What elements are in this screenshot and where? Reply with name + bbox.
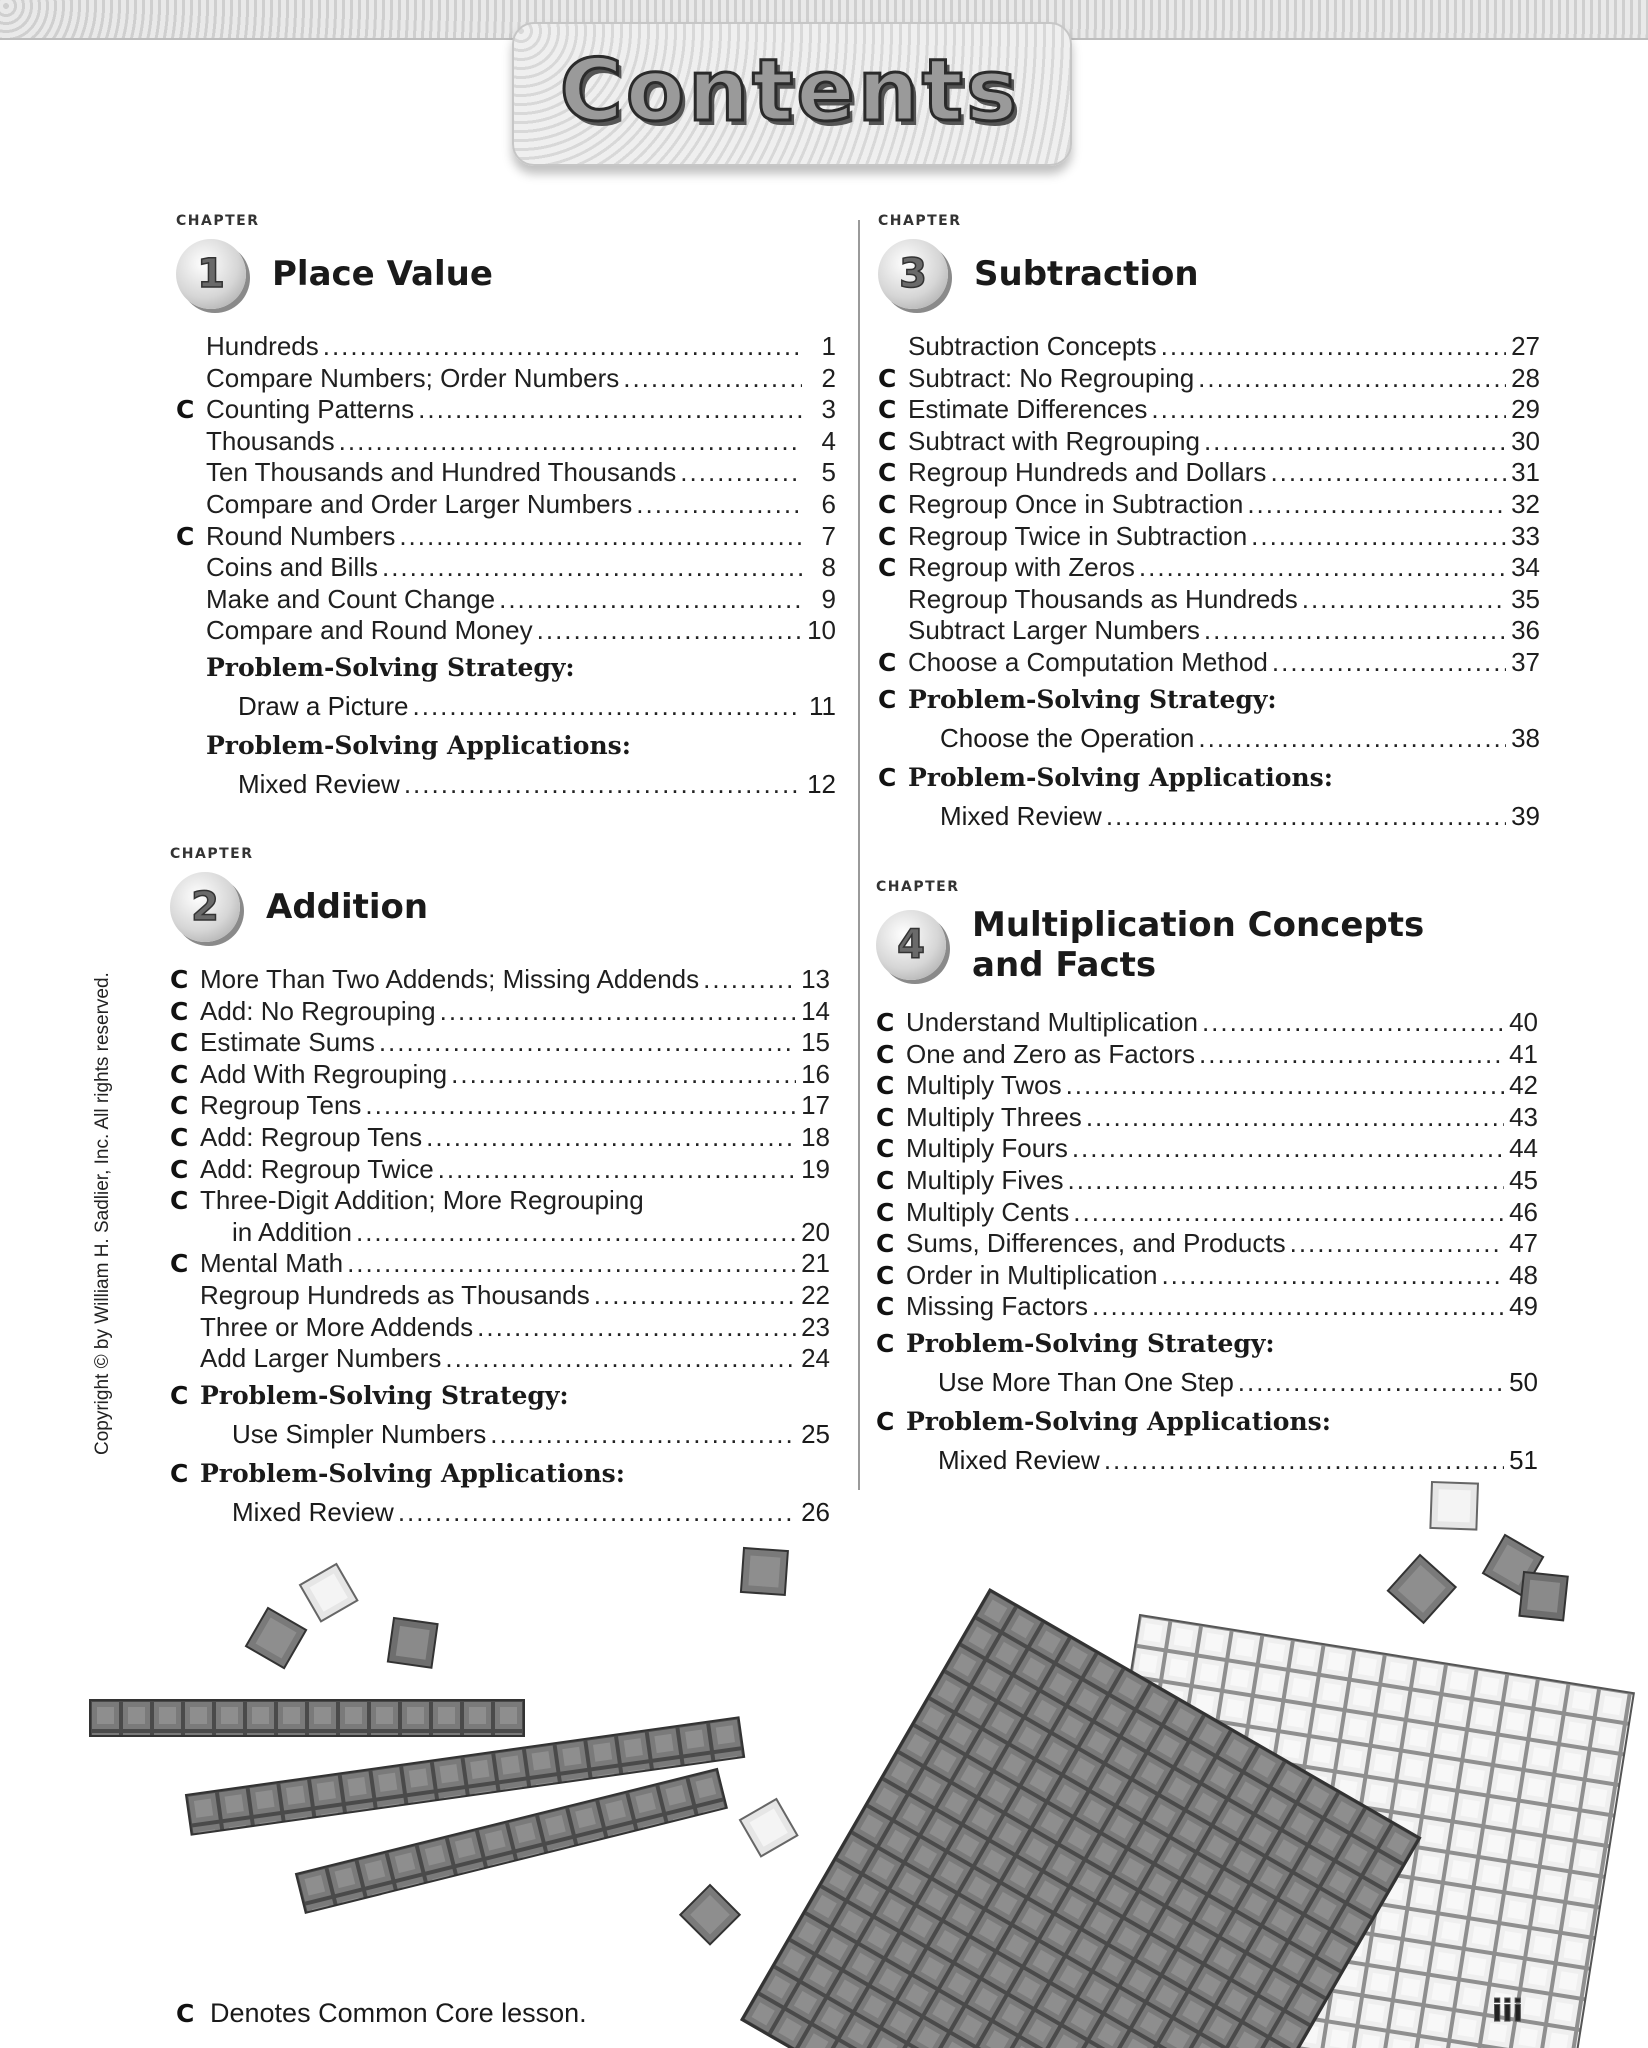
chapter-label: CHAPTER (876, 879, 960, 895)
lesson-title: Subtract Larger Numbers (908, 615, 1200, 646)
lesson-page: 28 (1511, 362, 1540, 393)
common-core-icon: C (176, 1999, 195, 2028)
lesson-title: Hundreds (206, 331, 319, 361)
lesson-page: 3 (821, 394, 836, 425)
lesson-page: 9 (821, 583, 836, 614)
common-core-icon: C (170, 1091, 189, 1121)
common-core-icon: C (170, 1059, 189, 1089)
lesson-title: Three or More Addends (200, 1311, 474, 1342)
lesson-title: Add: Regroup Tens (200, 1121, 423, 1152)
common-core-icon: C (878, 684, 897, 714)
lesson-page: 7 (821, 520, 836, 551)
lesson-title: Compare and Round Money (206, 615, 533, 646)
lesson-title: Add With Regrouping (200, 1058, 448, 1089)
legend-text: Denotes Common Core lesson. (210, 1998, 587, 2028)
unit-cube (741, 1548, 788, 1595)
lesson-title: Add Larger Numbers (200, 1343, 442, 1374)
lesson-title: Round Numbers (206, 520, 396, 551)
copyright-notice: Copyright © by William H. Sadlier, Inc. All rights reserved. (92, 972, 113, 1455)
lesson-page: 45 (1509, 1164, 1538, 1195)
lesson-page: 21 (801, 1248, 830, 1279)
lesson-page: 13 (801, 964, 830, 994)
lesson-title: Mental Math (200, 1248, 344, 1279)
unit-cube (388, 1618, 438, 1668)
lesson-title: Compare Numbers; Order Numbers (206, 362, 620, 393)
lesson-title: Multiply Cents (906, 1196, 1070, 1227)
lesson-page: 37 (1511, 646, 1540, 677)
lesson-title: Regroup Once in Subtraction (908, 488, 1244, 519)
lesson-title: Missing Factors (906, 1291, 1089, 1322)
chapter-number-badge: 1 (176, 239, 246, 309)
common-core-icon: C (878, 553, 897, 583)
lesson-page: 50 (1509, 1366, 1538, 1397)
lesson-page: 2 (821, 362, 836, 393)
common-core-icon: C (876, 1071, 895, 1101)
common-core-icon: C (876, 1165, 895, 1195)
lesson-page: 47 (1509, 1228, 1538, 1259)
unit-cube (300, 1564, 357, 1621)
lesson-page: 33 (1511, 520, 1540, 551)
lesson-page: 16 (801, 1058, 830, 1089)
unit-cube (1388, 1555, 1456, 1623)
lesson-title: Multiply Fours (906, 1133, 1068, 1164)
chapter-number-badge: 4 (876, 910, 946, 980)
lesson-page: 48 (1509, 1259, 1538, 1290)
page-number: iii (1492, 1994, 1523, 2029)
lesson-page: 4 (821, 425, 836, 456)
chapter-label: CHAPTER (878, 213, 962, 229)
lesson-title: Ten Thousands and Hundred Thousands (206, 457, 677, 488)
common-core-icon: C (876, 1008, 895, 1037)
lesson-title: Regroup Thousands as Hundreds (908, 583, 1298, 614)
tens-rod-1 (90, 1700, 524, 1736)
lesson-page: 38 (1511, 722, 1540, 753)
common-core-icon: C (170, 1122, 189, 1152)
common-core-icon: C (170, 996, 189, 1026)
lesson-page: 8 (821, 552, 836, 583)
lesson-title: Choose a Computation Method (908, 646, 1268, 677)
common-core-icon: C (876, 1134, 895, 1164)
common-core-icon: C (878, 395, 897, 425)
common-core-icon: C (176, 395, 195, 425)
common-core-icon: C (876, 1406, 895, 1436)
lesson-page: 23 (801, 1311, 830, 1342)
chapter-label: CHAPTER (170, 846, 254, 862)
chapter-title-line: Place Value (272, 254, 493, 294)
lesson-title: Regroup with Zeros (908, 552, 1135, 583)
common-core-icon: C (170, 1249, 189, 1279)
lesson-title: Estimate Differences (908, 394, 1148, 425)
chapter-label: CHAPTER (176, 213, 260, 229)
common-core-icon: C (876, 1260, 895, 1290)
lesson-page: 41 (1509, 1038, 1538, 1069)
lesson-page: 24 (801, 1343, 830, 1374)
chapter-title-line: Subtraction (974, 254, 1199, 294)
lesson-page: 39 (1511, 800, 1540, 831)
problem-solving-label: Problem-Solving Applications: (906, 1406, 1331, 1436)
common-core-icon: C (878, 647, 897, 677)
lesson-title: Regroup Hundreds as Thousands (200, 1279, 590, 1310)
lesson-page: 5 (821, 457, 836, 488)
lesson-title: Coins and Bills (206, 552, 378, 583)
lesson-page: 30 (1511, 425, 1540, 456)
lesson-title: Subtract with Regrouping (908, 425, 1200, 456)
lesson-page: 43 (1509, 1101, 1538, 1132)
lesson-title: Add: No Regrouping (200, 995, 436, 1026)
lesson-title: Multiply Twos (906, 1070, 1062, 1101)
lesson-page: 1 (821, 331, 836, 361)
common-core-icon: C (876, 1102, 895, 1132)
chapter-title-line: Addition (266, 887, 429, 927)
lesson-title: Regroup Hundreds and Dollars (908, 457, 1267, 488)
lesson-page: 14 (801, 995, 830, 1026)
lesson-page: 12 (807, 768, 836, 799)
common-core-icon: C (878, 489, 897, 519)
lesson-title: Understand Multiplication (906, 1007, 1198, 1037)
common-core-icon: C (170, 1458, 189, 1488)
lesson-page: 34 (1511, 552, 1540, 583)
common-core-icon: C (878, 458, 897, 488)
lesson-page: 42 (1509, 1070, 1538, 1101)
common-core-icon: C (876, 1197, 895, 1227)
lesson-page: 49 (1509, 1291, 1538, 1322)
lesson-page: 40 (1509, 1007, 1538, 1037)
lesson-page: 22 (801, 1279, 830, 1310)
lesson-title: Compare and Order Larger Numbers (206, 488, 633, 519)
lesson-page: 51 (1509, 1444, 1538, 1475)
unit-cube (1430, 1482, 1478, 1530)
lesson-page: 36 (1511, 615, 1540, 646)
lesson-title: Mixed Review (232, 1496, 394, 1527)
unit-cube (1519, 1572, 1567, 1620)
lesson-title: Three-Digit Addition; More Regrouping (200, 1185, 644, 1216)
lesson-page: 27 (1511, 331, 1540, 361)
lesson-page: 29 (1511, 394, 1540, 425)
unit-cube (680, 1885, 739, 1944)
lesson-page: 19 (801, 1153, 830, 1184)
common-core-icon: C (170, 1186, 189, 1216)
chapter-number-badge: 3 (878, 239, 948, 309)
common-core-icon: C (170, 1154, 189, 1184)
lesson-page: 26 (801, 1496, 830, 1527)
common-core-icon: C (876, 1229, 895, 1259)
lesson-page: 44 (1509, 1133, 1538, 1164)
lesson-title: One and Zero as Factors (906, 1038, 1196, 1069)
lesson-page: 17 (801, 1090, 830, 1121)
lesson-page: 31 (1511, 457, 1540, 488)
chapter-number-badge: 2 (170, 872, 240, 942)
common-core-icon: C (176, 521, 195, 551)
common-core-icon: C (878, 521, 897, 551)
chapter-title-line: Multiplication Concepts (972, 905, 1425, 945)
lesson-title: Make and Count Change (206, 583, 496, 614)
common-core-icon: C (170, 1028, 189, 1058)
lesson-title: Estimate Sums (200, 1027, 375, 1058)
lesson-page: 35 (1511, 583, 1540, 614)
common-core-icon: C (170, 1380, 189, 1410)
lesson-page: 11 (809, 690, 836, 721)
lesson-title: Choose the Operation (940, 722, 1195, 753)
problem-solving-label: Problem-Solving Applications: (908, 762, 1333, 792)
common-core-icon: C (878, 426, 897, 456)
lesson-title: More Than Two Addends; Missing Addends (200, 964, 700, 994)
lesson-title: Multiply Fives (906, 1164, 1064, 1195)
lesson-title: Subtract: No Regrouping (908, 362, 1195, 393)
lesson-page: 15 (801, 1027, 830, 1058)
chapter-title-line: and Facts (972, 945, 1157, 985)
lesson-title: Mixed Review (940, 800, 1102, 831)
unit-cube (246, 1608, 306, 1668)
lesson-title: Add: Regroup Twice (200, 1153, 434, 1184)
lesson-page: 10 (807, 615, 836, 646)
lesson-title: Mixed Review (938, 1444, 1100, 1475)
lesson-title: Regroup Tens (200, 1090, 362, 1121)
lesson-title: Draw a Picture (238, 690, 409, 721)
common-core-icon: C (876, 1292, 895, 1322)
lesson-page: 20 (801, 1216, 830, 1247)
lesson-page: 6 (821, 488, 836, 519)
lesson-title: Sums, Differences, and Products (906, 1228, 1286, 1259)
lesson-title: Thousands (206, 425, 335, 456)
problem-solving-label: Problem-Solving Strategy: (200, 1380, 569, 1410)
common-core-icon: C (878, 762, 897, 792)
lesson-page: 46 (1509, 1196, 1538, 1227)
page-title: Contents (559, 41, 1021, 141)
lesson-title: Multiply Threes (906, 1101, 1082, 1132)
common-core-icon: C (878, 363, 897, 393)
problem-solving-label: Problem-Solving Applications: (206, 730, 631, 760)
problem-solving-label: Problem-Solving Strategy: (908, 684, 1277, 714)
problem-solving-label: Problem-Solving Strategy: (906, 1328, 1275, 1358)
common-core-legend (176, 1998, 587, 2029)
lesson-title: Mixed Review (238, 768, 400, 799)
lesson-title: Use Simpler Numbers (232, 1418, 487, 1449)
lesson-page: 32 (1511, 488, 1540, 519)
common-core-icon: C (876, 1328, 895, 1358)
common-core-icon: C (876, 1039, 895, 1069)
lesson-title: in Addition (232, 1216, 352, 1247)
lesson-page: 25 (801, 1418, 830, 1449)
lesson-title: Counting Patterns (206, 394, 415, 425)
lesson-title: Order in Multiplication (906, 1259, 1158, 1290)
common-core-icon: C (170, 965, 189, 994)
lesson-title: Use More Than One Step (938, 1366, 1234, 1397)
problem-solving-label: Problem-Solving Strategy: (206, 652, 575, 682)
lesson-title: Subtraction Concepts (908, 331, 1157, 361)
lesson-page: 18 (801, 1121, 830, 1152)
problem-solving-label: Problem-Solving Applications: (200, 1458, 625, 1488)
unit-cube (740, 1799, 797, 1856)
lesson-title: Regroup Twice in Subtraction (908, 520, 1248, 551)
